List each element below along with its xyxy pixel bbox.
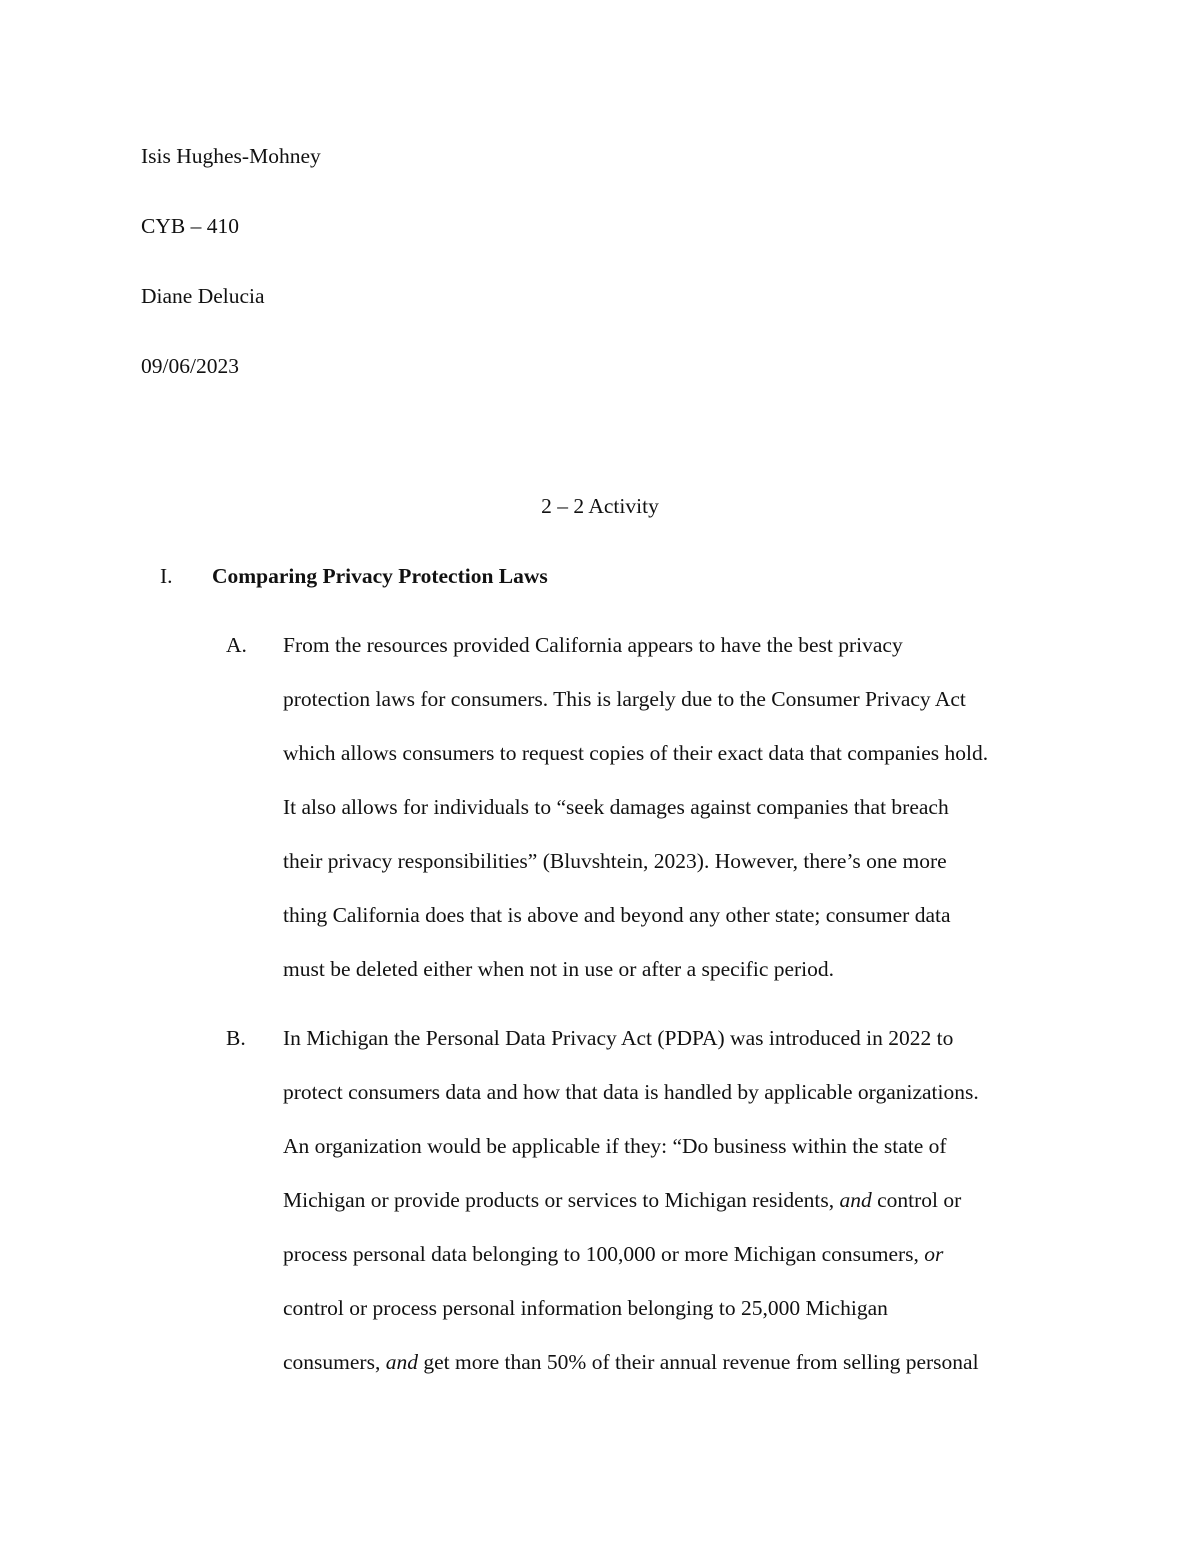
list-item-body bbox=[283, 1011, 1083, 1389]
document-header bbox=[141, 141, 321, 421]
paragraph-line: protect consumers data and how that data is handled by applicable organizations. bbox=[283, 1080, 979, 1104]
author-name: Isis Hughes-Mohney bbox=[141, 144, 321, 168]
document-title: 2 – 2 Activity bbox=[541, 494, 659, 518]
paragraph-line: An organization would be applicable if they: “Do business within the state of bbox=[283, 1134, 947, 1158]
line-text: control or bbox=[871, 1188, 962, 1212]
section-numeral: I. bbox=[160, 564, 173, 588]
paragraph-line bbox=[283, 1227, 1083, 1281]
paragraph-line bbox=[283, 1335, 1083, 1389]
paragraph-line: In Michigan the Personal Data Privacy Act (PDPA) was introduced in 2022 to bbox=[283, 1026, 954, 1050]
section-heading-text: Comparing Privacy Protection Laws bbox=[212, 564, 548, 588]
paragraph-line: From the resources provided California appears to have the best privacy bbox=[283, 633, 903, 657]
paragraph-line: It also allows for individuals to “seek damages against companies that breach bbox=[283, 795, 949, 819]
paragraph-line: must be deleted either when not in use or after a specific period. bbox=[283, 957, 835, 981]
emphasis-text: and bbox=[839, 1188, 872, 1212]
list-item-letter: A. bbox=[226, 633, 247, 657]
paragraph-line: protection laws for consumers. This is largely due to the Consumer Privacy Act bbox=[283, 687, 966, 711]
paragraph-line: which allows consumers to request copies of their exact data that companies hold. bbox=[283, 741, 989, 765]
emphasis-text: and bbox=[385, 1350, 418, 1374]
list-item-letter: B. bbox=[226, 1026, 246, 1050]
paragraph-line: their privacy responsibilities” (Bluvshtein, 2023). However, there’s one more bbox=[283, 849, 947, 873]
paragraph-line: thing California does that is above and beyond any other state; consumer data bbox=[283, 903, 951, 927]
line-text: consumers, bbox=[283, 1350, 386, 1374]
paragraph-line: control or process personal information belonging to 25,000 Michigan bbox=[283, 1296, 888, 1320]
emphasis-text: or bbox=[924, 1242, 944, 1266]
course-code: CYB – 410 bbox=[141, 214, 239, 238]
list-item-body bbox=[283, 618, 1083, 996]
instructor-name: Diane Delucia bbox=[141, 284, 265, 308]
section-heading bbox=[160, 561, 548, 591]
line-text: Michigan or provide products or services to Michigan residents, bbox=[283, 1188, 840, 1212]
line-text: process personal data belonging to 100,000 or more Michigan consumers, bbox=[283, 1242, 925, 1266]
document-date: 09/06/2023 bbox=[141, 354, 239, 378]
line-text: get more than 50% of their annual revenue from selling personal bbox=[417, 1350, 979, 1374]
paragraph-line bbox=[283, 1173, 1083, 1227]
